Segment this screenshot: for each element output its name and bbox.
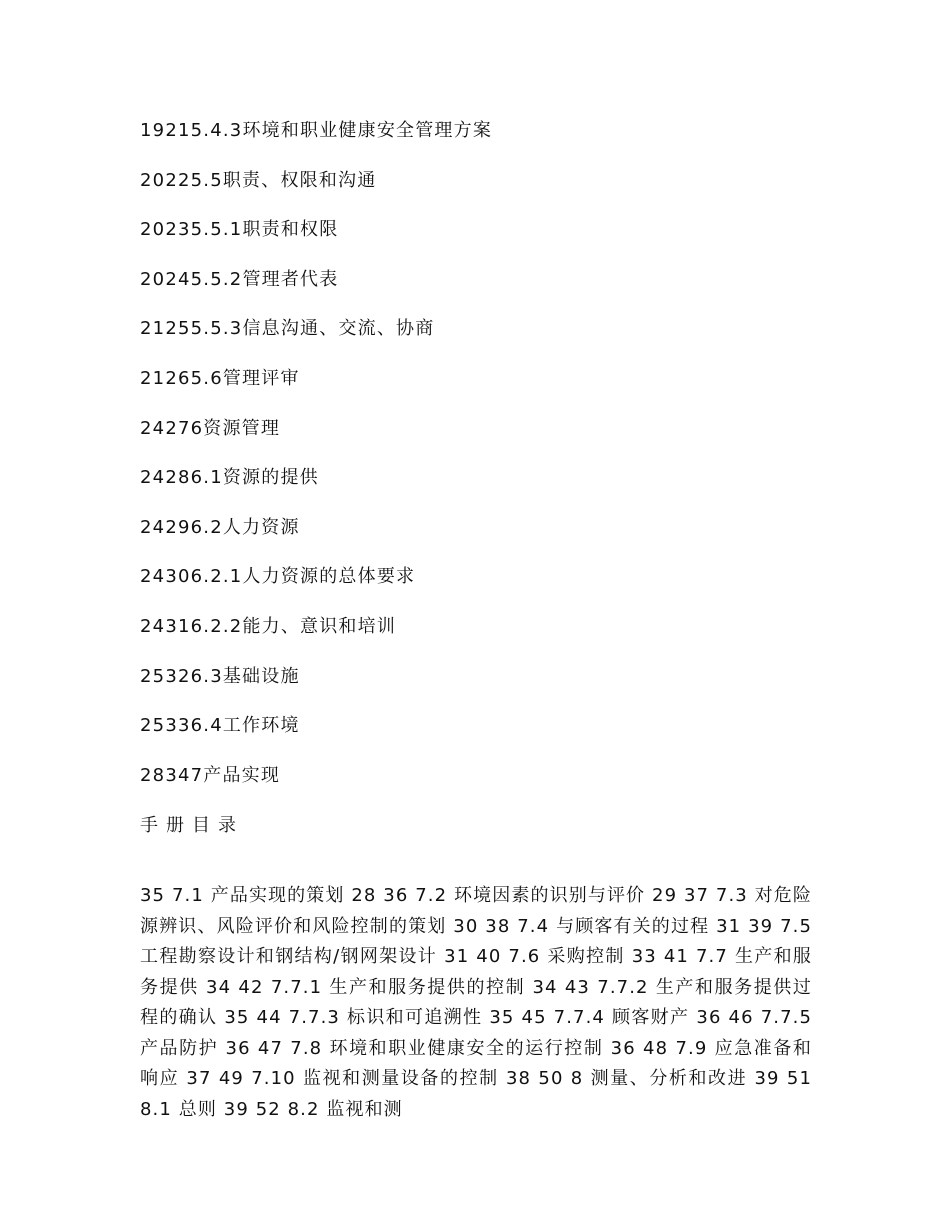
toc-section-title: 基础设施 [222,665,300,687]
toc-page-a: 24 [140,566,166,588]
toc-entry [140,762,820,812]
toc-page-b: 22 [165,169,191,191]
toc-page-b: 30 [165,566,191,588]
toc-section-number: 6.1 [190,467,223,489]
toc-section-number: 5.6 [190,367,223,389]
toc-page-a: 20 [140,219,166,241]
toc-page-a: 24 [140,516,166,538]
toc-page-a: 24 [140,615,166,637]
toc-page-b: 28 [165,467,191,489]
toc-section-number: 6 [190,417,204,439]
toc-section-title: 信息沟通、交流、协商 [242,318,435,340]
toc-page-a: 25 [140,665,166,687]
toc-page-b: 34 [165,764,191,786]
toc-section-title: 管理评审 [222,367,300,389]
toc-entry [140,464,820,514]
toc-section-title: 能力、意识和培训 [242,615,397,637]
toc-section-number: 5.5.1 [190,219,243,241]
toc-entry [140,663,820,713]
table-of-contents [140,117,820,811]
toc-page-a: 20 [140,169,166,191]
toc-section-number: 5.4.3 [190,120,243,141]
toc-section-title: 职责和权限 [242,219,339,241]
toc-entry [140,514,820,564]
toc-entry [140,167,820,217]
toc-entry [140,563,820,613]
toc-page-b: 21 [165,120,191,141]
toc-entry [140,712,820,762]
toc-section-number: 6.4 [190,715,223,737]
toc-entry [140,266,820,316]
toc-page-a: 24 [140,467,166,489]
toc-section-title: 环境和职业健康安全管理方案 [242,120,493,141]
toc-entry [140,613,820,663]
toc-entry [140,117,820,167]
toc-page-a: 21 [140,318,166,340]
toc-section-number: 6.2 [190,516,223,538]
toc-section-number: 6.2.2 [190,615,243,637]
toc-entry [140,415,820,465]
toc-section-number: 5.5 [190,169,223,191]
toc-entry [140,315,820,365]
toc-section-number: 5.5.3 [190,318,243,340]
toc-section-title: 人力资源的总体要求 [242,566,416,588]
toc-section-number: 6.3 [190,665,223,687]
toc-page-a: 21 [140,367,166,389]
toc-page-b: 23 [165,219,191,241]
toc-page-a: 28 [140,764,166,786]
toc-page-b: 33 [165,715,191,737]
toc-section-title: 工作环境 [222,715,300,737]
toc-section-title: 资源的提供 [222,467,319,489]
manual-contents-heading: 手册目录 [140,815,244,836]
toc-page-a: 25 [140,715,166,737]
toc-page-a: 20 [140,268,166,290]
toc-entry [140,216,820,266]
toc-section-number: 7 [190,764,204,786]
toc-page-b: 32 [165,665,191,687]
toc-section-title: 资源管理 [203,417,281,439]
toc-page-b: 24 [165,268,191,290]
toc-page-b: 29 [165,516,191,538]
toc-continuation-paragraph: 35 7.1 产品实现的策划 28 36 7.2 环境因素的识别与评价 29 37 7.3 对危险源辨识、风险评价和风险控制的策划 30 38 7.4 与顾客有关的过程 31 39 7.5 工程勘察设计和钢结构/钢网架设计 31 40 7.6 采购控制 33 41 7.7 生产和服务提供 34 42 7.7.1 生产和服务提供的控制 34 43 7.7.2 生产和服务提供过程的确认 35 44 7.7.3 标识和可追溯性 35 45 7.7.4 顾客财产 36 46 7.7.5 产品防护 36 47 7.8 环境和职业健康安全的运行控制 36 48 7.9 应急准备和响应 37 49 7.10 监视和测量设备的控制 38 50 8 测量、分析和改进 39 51 8.1 总则 39 52 8.2 监视和测 [140,885,812,1120]
toc-section-number: 6.2.1 [190,566,243,588]
toc-section-title: 管理者代表 [242,268,339,290]
toc-page-a: 19 [140,120,166,141]
toc-page-b: 31 [165,615,191,637]
toc-section-title: 人力资源 [222,516,300,538]
toc-section-title: 产品实现 [203,764,281,786]
toc-page-a: 24 [140,417,166,439]
toc-page-b: 25 [165,318,191,340]
toc-page-b: 26 [165,367,191,389]
toc-page-b: 27 [165,417,191,439]
toc-section-number: 5.5.2 [190,268,243,290]
toc-entry [140,365,820,415]
toc-section-title: 职责、权限和沟通 [222,169,377,191]
